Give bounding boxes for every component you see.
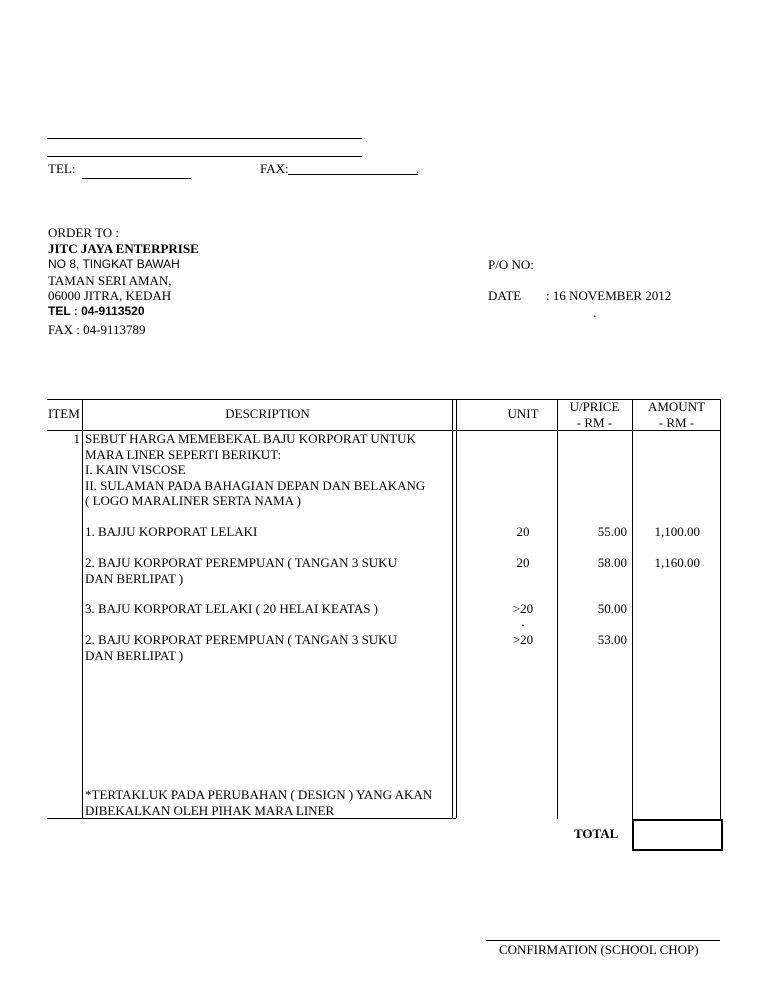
col-divider-right xyxy=(720,399,721,819)
table-row xyxy=(85,632,445,663)
row-unit: 20 xyxy=(516,524,530,539)
row-description: 2. BAJU KORPORAT PEREMPUAN ( TANGAN 3 SUKU xyxy=(85,555,397,570)
order-to-address-3: 06000 JITRA, KEDAH xyxy=(48,288,172,303)
intro-line: I. KAIN VISCOSE xyxy=(85,462,186,477)
item-intro xyxy=(85,431,445,509)
row-description: DAN BERLIPAT ) xyxy=(85,570,184,586)
intro-line: SEBUT HARGA MEMEBEKAL BAJU KORPORAT UNTUK xyxy=(85,431,416,446)
row-description: 3. BAJU KORPORAT LELAKI ( 20 HELAI KEATAS ) xyxy=(85,601,379,616)
order-to-tel: TEL : 04-9113520 xyxy=(48,304,145,318)
row-description: DAN BERLIPAT ) xyxy=(85,647,184,663)
note-line: DIBEKALKAN OLEH PIHAK MARA LINER xyxy=(85,802,335,818)
table-row xyxy=(85,555,445,586)
col-divider-price xyxy=(632,399,633,819)
order-to-label: ORDER TO : xyxy=(48,225,120,240)
intro-line: MARA LINER SEPERTI BERIKUT: xyxy=(85,446,282,462)
row-description: 2. BAJU KORPORAT PEREMPUAN ( TANGAN 3 SUKU xyxy=(85,632,397,647)
col-divider-item xyxy=(82,399,83,818)
intro-line: ( LOGO MARALINER SERTA NAMA ) xyxy=(85,493,301,508)
row-description: 1. BAJJU KORPORAT LELAKI xyxy=(85,524,258,539)
header-uprice: U/PRICE xyxy=(569,399,620,414)
tel-label: TEL: xyxy=(48,161,76,176)
col-divider-desc-left xyxy=(452,399,453,818)
item-number: 1 xyxy=(73,431,80,446)
fax-field-line[interactable] xyxy=(288,174,418,175)
row-amount: 1,160.00 xyxy=(654,555,700,570)
total-value-box[interactable] xyxy=(632,819,723,851)
row-price: 55.00 xyxy=(597,524,627,539)
row-amount: 1,100.00 xyxy=(654,524,700,539)
row-unit: 20 xyxy=(516,555,530,570)
terms-note xyxy=(85,787,445,818)
header-line-2 xyxy=(47,156,362,157)
po-number-label: P/O NO: xyxy=(488,257,534,272)
header-amount-currency: - RM - xyxy=(658,415,695,430)
row-price: 53.00 xyxy=(597,632,627,647)
header-unit: UNIT xyxy=(507,406,539,421)
total-label: TOTAL xyxy=(574,826,619,841)
col-divider-desc-right xyxy=(456,399,457,818)
confirmation-signature-line[interactable] xyxy=(486,940,720,941)
order-to-address-2: TAMAN SERI AMAN, xyxy=(48,273,172,288)
table-row xyxy=(85,601,445,617)
header-uprice-currency: - RM - xyxy=(576,415,613,430)
note-line: *TERTAKLUK PADA PERUBAHAN ( DESIGN ) YANG AKAN xyxy=(85,787,433,802)
tel-field-line[interactable] xyxy=(82,178,191,179)
row-unit: >20 xyxy=(512,601,534,616)
table-bottom-border xyxy=(47,818,456,819)
col-divider-unit xyxy=(557,399,558,819)
header-line-1 xyxy=(47,138,362,139)
row-price: 58.00 xyxy=(597,555,627,570)
unit-dot: . xyxy=(521,614,525,629)
date-value: : 16 NOVEMBER 2012 xyxy=(546,288,672,303)
date-label: DATE xyxy=(488,288,522,303)
order-to-address-1: NO 8, TINGKAT BAWAH xyxy=(48,257,180,271)
order-to-fax: FAX : 04-9113789 xyxy=(48,322,146,337)
header-item: ITEM xyxy=(48,406,80,421)
header-amount: AMOUNT xyxy=(647,399,706,414)
fax-label: FAX: xyxy=(260,161,289,176)
table-row xyxy=(85,524,445,540)
confirmation-label: CONFIRMATION (SCHOOL CHOP) xyxy=(499,942,699,957)
intro-line: II. SULAMAN PADA BAHAGIAN DEPAN DAN BELAKANG xyxy=(85,477,426,493)
row-price: 50.00 xyxy=(597,601,627,616)
date-dot: . xyxy=(593,305,597,320)
fax-trailing-dot: . xyxy=(416,161,420,176)
row-unit: >20 xyxy=(512,632,534,647)
header-description: DESCRIPTION xyxy=(225,406,310,421)
order-to-company: JITC JAYA ENTERPRISE xyxy=(48,241,199,256)
